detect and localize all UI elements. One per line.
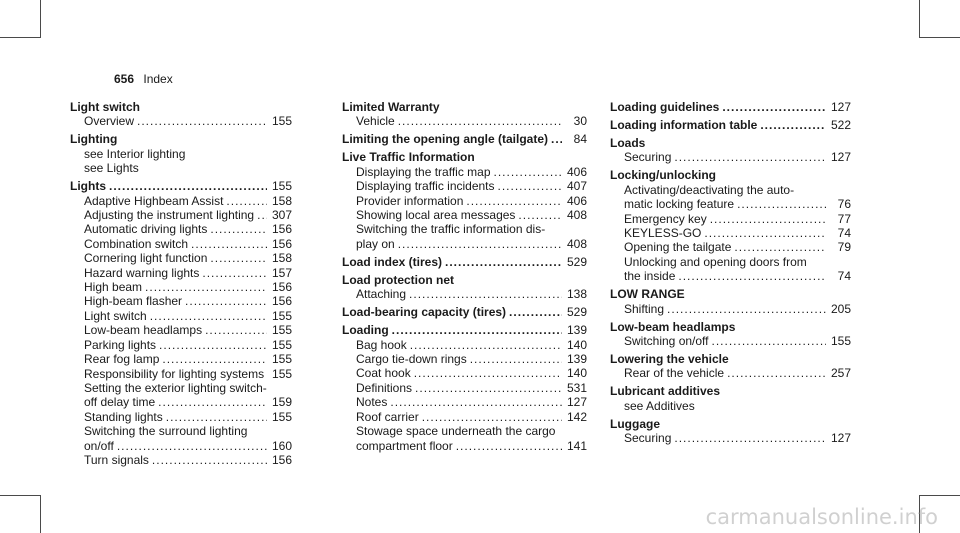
index-subentry[interactable] [70, 395, 292, 409]
subentry-text: Displaying the traffic map [356, 164, 491, 179]
subentry-text: the inside [624, 269, 676, 284]
page-reference[interactable]: 155 [271, 323, 292, 338]
index-heading [610, 320, 851, 334]
subentry-text: Coat hook [356, 366, 411, 381]
page-reference[interactable]: 158 [271, 251, 292, 266]
dot-leader [727, 366, 826, 380]
index-subentry[interactable] [610, 269, 851, 283]
index-entry [610, 320, 851, 349]
subentry-text: Emergency key [624, 211, 707, 226]
subentry-text: Parking lights [84, 337, 157, 352]
crop-mark [920, 495, 960, 496]
index-entry [342, 323, 587, 453]
index-entry [342, 100, 587, 129]
index-subentry[interactable] [342, 395, 587, 409]
index-heading-text: Low-beam headlamps [610, 319, 736, 334]
page-reference[interactable]: 155 [271, 114, 292, 129]
index-subentry[interactable] [70, 453, 292, 467]
dot-leader [226, 194, 267, 208]
index-heading-text: Lighting [70, 132, 118, 147]
dot-leader [518, 208, 562, 222]
page-reference[interactable]: 160 [271, 438, 292, 453]
index-subentry[interactable] [70, 266, 292, 280]
index-entry [70, 100, 292, 129]
index-heading [610, 136, 851, 150]
dot-leader [734, 240, 826, 254]
index-subentry[interactable] [70, 352, 292, 366]
dot-leader [712, 334, 827, 348]
index-subentry[interactable] [610, 197, 851, 211]
dot-leader [415, 381, 562, 395]
index-entry [342, 132, 587, 146]
subentry-text: Opening the tailgate [624, 240, 732, 255]
index-heading-text: Limited Warranty [342, 100, 440, 114]
page-reference[interactable]: 74 [837, 226, 851, 241]
page-reference[interactable]: 406 [566, 193, 587, 208]
subentry-text: Attaching [356, 287, 407, 302]
subentry-text: off delay time [84, 395, 156, 410]
index-subentry[interactable] [610, 302, 851, 316]
page-reference[interactable]: 140 [566, 337, 587, 352]
subentry-text: Notes [356, 395, 388, 410]
subentry-text: Showing local area messages [356, 208, 516, 223]
index-subentry[interactable] [342, 338, 587, 352]
crop-mark [919, 0, 920, 38]
watermark: carmanualsonline.info [705, 505, 938, 529]
crop-mark [40, 495, 41, 533]
subentry-text: KEYLESS-GO [624, 226, 702, 241]
dot-leader [710, 212, 826, 226]
index-subentry[interactable] [70, 114, 292, 128]
subentry-text: Rear of the vehicle [624, 366, 725, 381]
index-subentry[interactable] [342, 165, 587, 179]
page-reference[interactable]: 141 [566, 438, 587, 453]
index-subentry[interactable] [70, 194, 292, 208]
page-reference[interactable]: 408 [566, 208, 587, 223]
index-entry [342, 305, 587, 319]
page-reference[interactable]: 156 [271, 222, 292, 237]
index-entry [70, 179, 292, 467]
page-reference[interactable]: 531 [566, 380, 587, 395]
page-number: 656 [114, 72, 135, 86]
index-heading-text: Light switch [70, 100, 140, 114]
page-reference[interactable]: 407 [566, 179, 587, 194]
index-subentry[interactable] [342, 287, 587, 301]
subentry-text: Combination switch [84, 236, 189, 251]
index-heading-text: Load index (tires) [342, 254, 443, 269]
index-heading-text: Loads [610, 136, 646, 150]
page-reference[interactable]: 127 [830, 150, 851, 165]
page-reference[interactable]: 155 [271, 352, 292, 367]
index-heading [610, 352, 851, 366]
index-subentry[interactable] [70, 439, 292, 453]
page-section-label: Index [143, 72, 173, 86]
index-entry [342, 150, 587, 251]
dot-leader [470, 352, 562, 366]
dot-leader [410, 338, 562, 352]
dot-leader [466, 194, 562, 208]
index-heading-text: LOW RANGE [610, 287, 685, 302]
page-reference[interactable]: 74 [837, 269, 851, 284]
subentry-text-line: Activating/deactivating the auto- [624, 182, 795, 197]
index-entry [610, 417, 851, 446]
subentry-text: Hazard warning lights [84, 265, 200, 280]
index-subentry[interactable] [70, 323, 292, 337]
index-heading-text: Loading guidelines [610, 100, 720, 114]
page-reference[interactable]: 307 [271, 208, 292, 223]
subentry-text: Adaptive Highbeam Assist [84, 193, 224, 208]
dot-leader [390, 395, 562, 409]
index-heading [610, 168, 851, 182]
page-reference[interactable]: 77 [837, 211, 851, 226]
index-entry [610, 287, 851, 316]
page-reference[interactable]: 138 [566, 287, 587, 302]
index-heading [70, 100, 292, 114]
index-subentry[interactable] [610, 212, 851, 226]
subentry-text: play on [356, 236, 395, 251]
subentry-text: Provider information [356, 193, 464, 208]
cross-reference[interactable]: see Additives [624, 398, 695, 413]
subentry-text-line: Stowage space underneath the cargo [356, 424, 556, 439]
index-entry [342, 273, 587, 302]
dot-leader [109, 179, 267, 193]
page-reference[interactable]: 155 [271, 179, 292, 194]
page-reference[interactable]: 155 [271, 409, 292, 424]
index-heading-text: Lowering the vehicle [610, 352, 729, 367]
dot-leader [158, 395, 267, 409]
subentry-text: Rear fog lamp [84, 352, 160, 367]
index-heading [342, 150, 587, 164]
index-heading [610, 417, 851, 431]
index-subentry[interactable] [342, 381, 587, 395]
subentry-text-line: Unlocking and opening doors from [624, 254, 807, 269]
cross-reference[interactable]: see Lights [84, 161, 139, 176]
subentry-text-line: Setting the exterior lighting switch- [84, 380, 267, 395]
subentry-text: Displaying traffic incidents [356, 179, 495, 194]
page-reference[interactable]: 155 [830, 334, 851, 349]
index-entry [610, 352, 851, 381]
index-subentry[interactable] [342, 208, 587, 222]
dot-leader [498, 179, 562, 193]
page-reference[interactable]: 79 [837, 240, 851, 255]
index-heading-text: Loading information table [610, 118, 758, 132]
page-reference[interactable]: 257 [830, 366, 851, 381]
crop-mark [40, 0, 41, 38]
subentry-text: Definitions [356, 380, 413, 395]
page-reference[interactable]: 142 [566, 409, 587, 424]
index-subentry[interactable] [70, 294, 292, 308]
page-reference[interactable]: 155 [271, 308, 292, 323]
page-reference[interactable]: 157 [271, 265, 292, 280]
dot-leader [117, 439, 267, 453]
index-heading-text: Luggage [610, 416, 660, 431]
page-reference[interactable]: 406 [566, 164, 587, 179]
index-subentry[interactable] [342, 439, 587, 453]
index-heading[interactable] [610, 118, 851, 132]
index-entry [610, 384, 851, 413]
index-subentry[interactable] [70, 367, 292, 381]
index-heading-text: Locking/unlocking [610, 168, 717, 183]
page-reference[interactable]: 529 [566, 254, 587, 269]
dot-leader [422, 410, 562, 424]
page-reference[interactable]: 205 [830, 301, 851, 316]
index-heading[interactable] [342, 132, 587, 146]
index-subentry[interactable] [342, 179, 587, 193]
index-column-3 [610, 100, 851, 446]
index-heading [342, 273, 587, 287]
index-heading [70, 132, 292, 146]
dot-leader [152, 453, 267, 467]
dot-leader [191, 237, 267, 251]
index-heading [342, 100, 587, 114]
dot-leader [509, 305, 562, 319]
index-subentry[interactable] [610, 240, 851, 254]
index-column-1 [70, 100, 292, 467]
dot-leader [667, 302, 826, 316]
page-reference[interactable]: 127 [830, 100, 851, 114]
dot-leader [674, 150, 826, 164]
dot-leader [722, 100, 826, 114]
index-subentry[interactable] [610, 366, 851, 380]
subentry-text: Shifting [624, 301, 665, 316]
dot-leader [137, 114, 267, 128]
index-subentry[interactable] [342, 410, 587, 424]
index-subentry[interactable] [70, 280, 292, 294]
page-reference[interactable]: 156 [271, 294, 292, 309]
index-heading-text: Limiting the opening angle (tailgate) [342, 132, 548, 147]
subentry-text: Standing lights [84, 409, 163, 424]
subentry-text: Cargo tie-down rings [356, 352, 467, 367]
index-heading-text: Load protection net [342, 272, 454, 287]
subentry-text: Overview [84, 114, 135, 129]
page-reference[interactable]: 529 [566, 305, 587, 320]
subentry-text: on/off [84, 438, 114, 453]
dot-leader [159, 338, 267, 352]
dot-leader [202, 266, 267, 280]
subentry-text: Light switch [84, 308, 147, 323]
index-entry [70, 132, 292, 175]
index-heading [610, 287, 851, 301]
subentry-text: Turn signals [84, 452, 149, 467]
crop-mark [0, 37, 40, 38]
index-entry [610, 100, 851, 114]
index-subentry[interactable] [70, 208, 292, 222]
dot-leader [150, 309, 267, 323]
subentry-text: matic locking feature [624, 197, 735, 212]
dot-leader [551, 132, 562, 146]
subentry-text: Low-beam headlamps [84, 323, 203, 338]
dot-leader [210, 222, 267, 236]
dot-leader [760, 118, 826, 132]
index-column-2 [342, 100, 587, 453]
index-heading-text: Live Traffic Information [342, 150, 475, 165]
index-entry [610, 168, 851, 283]
subentry-text: High-beam flasher [84, 294, 183, 309]
crop-mark [920, 37, 960, 38]
index-heading[interactable] [610, 100, 851, 114]
index-heading[interactable] [70, 179, 292, 193]
index-subentry[interactable] [70, 251, 292, 265]
subentry-text: Switching on/off [624, 334, 709, 349]
subentry-text: Securing [624, 431, 672, 446]
index-subentry[interactable] [610, 226, 851, 240]
index-heading[interactable] [342, 305, 587, 319]
dot-leader [674, 431, 826, 445]
subentry-text: Vehicle [356, 114, 395, 129]
index-entry [610, 136, 851, 165]
crop-mark [0, 495, 40, 496]
subentry-text: Automatic driving lights [84, 222, 208, 237]
page-reference[interactable]: 155 [272, 366, 293, 381]
index-subentry[interactable] [342, 114, 587, 128]
dot-leader [185, 294, 267, 308]
index-entry [610, 118, 851, 132]
page-reference[interactable]: 139 [566, 352, 587, 367]
index-subentry[interactable] [70, 338, 292, 352]
cross-reference[interactable]: see Interior lighting [84, 146, 186, 161]
index-subentry[interactable] [70, 410, 292, 424]
page-reference[interactable]: 158 [271, 193, 292, 208]
dot-leader [210, 251, 267, 265]
dot-leader [145, 280, 267, 294]
index-heading-text: Lights [70, 179, 106, 194]
dot-leader [166, 410, 267, 424]
dot-leader [409, 287, 562, 301]
subentry-text: Cornering light function [84, 251, 208, 266]
index-subentry[interactable] [70, 222, 292, 236]
dot-leader [257, 208, 267, 222]
dot-leader [445, 255, 562, 269]
dot-leader [398, 114, 562, 128]
index-heading-text: Load-bearing capacity (tires) [342, 305, 507, 320]
subentry-text-line: Switching the traffic information dis- [356, 222, 546, 237]
index-subentry[interactable] [610, 150, 851, 164]
index-subentry[interactable] [342, 352, 587, 366]
index-heading[interactable] [342, 255, 587, 269]
index-subentry[interactable] [342, 237, 587, 251]
page-reference[interactable]: 140 [566, 366, 587, 381]
page-reference[interactable]: 155 [271, 337, 292, 352]
page-reference[interactable]: 127 [830, 431, 851, 446]
page-reference[interactable]: 76 [837, 197, 851, 212]
dot-leader [494, 165, 562, 179]
subentry-text: Responsibility for lighting systems [84, 366, 265, 381]
page-header [114, 72, 173, 86]
subentry-text: Bag hook [356, 337, 407, 352]
index-subentry[interactable] [610, 431, 851, 445]
index-subentry[interactable] [342, 366, 587, 380]
dot-leader [414, 366, 562, 380]
dot-leader [456, 439, 562, 453]
subentry-text: Securing [624, 150, 672, 165]
subentry-text: compartment floor [356, 438, 453, 453]
index-heading[interactable] [342, 323, 587, 337]
index-heading-text: Loading [342, 323, 389, 338]
index-subentry[interactable] [70, 309, 292, 323]
subentry-text: Adjusting the instrument lighting [84, 208, 255, 223]
subentry-text-line: Switching the surround lighting [84, 424, 248, 439]
page-reference[interactable]: 522 [830, 118, 851, 132]
dot-leader [162, 352, 267, 366]
page-reference[interactable]: 30 [573, 114, 587, 129]
page-reference[interactable]: 159 [271, 395, 292, 410]
dot-leader [678, 269, 826, 283]
page-reference[interactable]: 408 [566, 236, 587, 251]
dot-leader [392, 323, 562, 337]
dot-leader [737, 197, 826, 211]
page-reference[interactable]: 156 [271, 452, 292, 467]
index-subentry[interactable] [610, 334, 851, 348]
index-entry [342, 255, 587, 269]
dot-leader [205, 323, 267, 337]
index-heading-text: Lubricant additives [610, 384, 721, 399]
dot-leader [398, 237, 562, 251]
dot-leader [704, 226, 826, 240]
page-reference[interactable]: 139 [566, 323, 587, 338]
subentry-text: Roof carrier [356, 409, 419, 424]
subentry-text: High beam [84, 280, 143, 295]
index-heading [610, 384, 851, 398]
page-reference[interactable]: 127 [566, 395, 587, 410]
page-reference[interactable]: 84 [573, 132, 587, 147]
page-reference[interactable]: 156 [271, 280, 292, 295]
index-subentry[interactable] [342, 194, 587, 208]
index-subentry[interactable] [70, 237, 292, 251]
page-reference[interactable]: 156 [271, 236, 292, 251]
